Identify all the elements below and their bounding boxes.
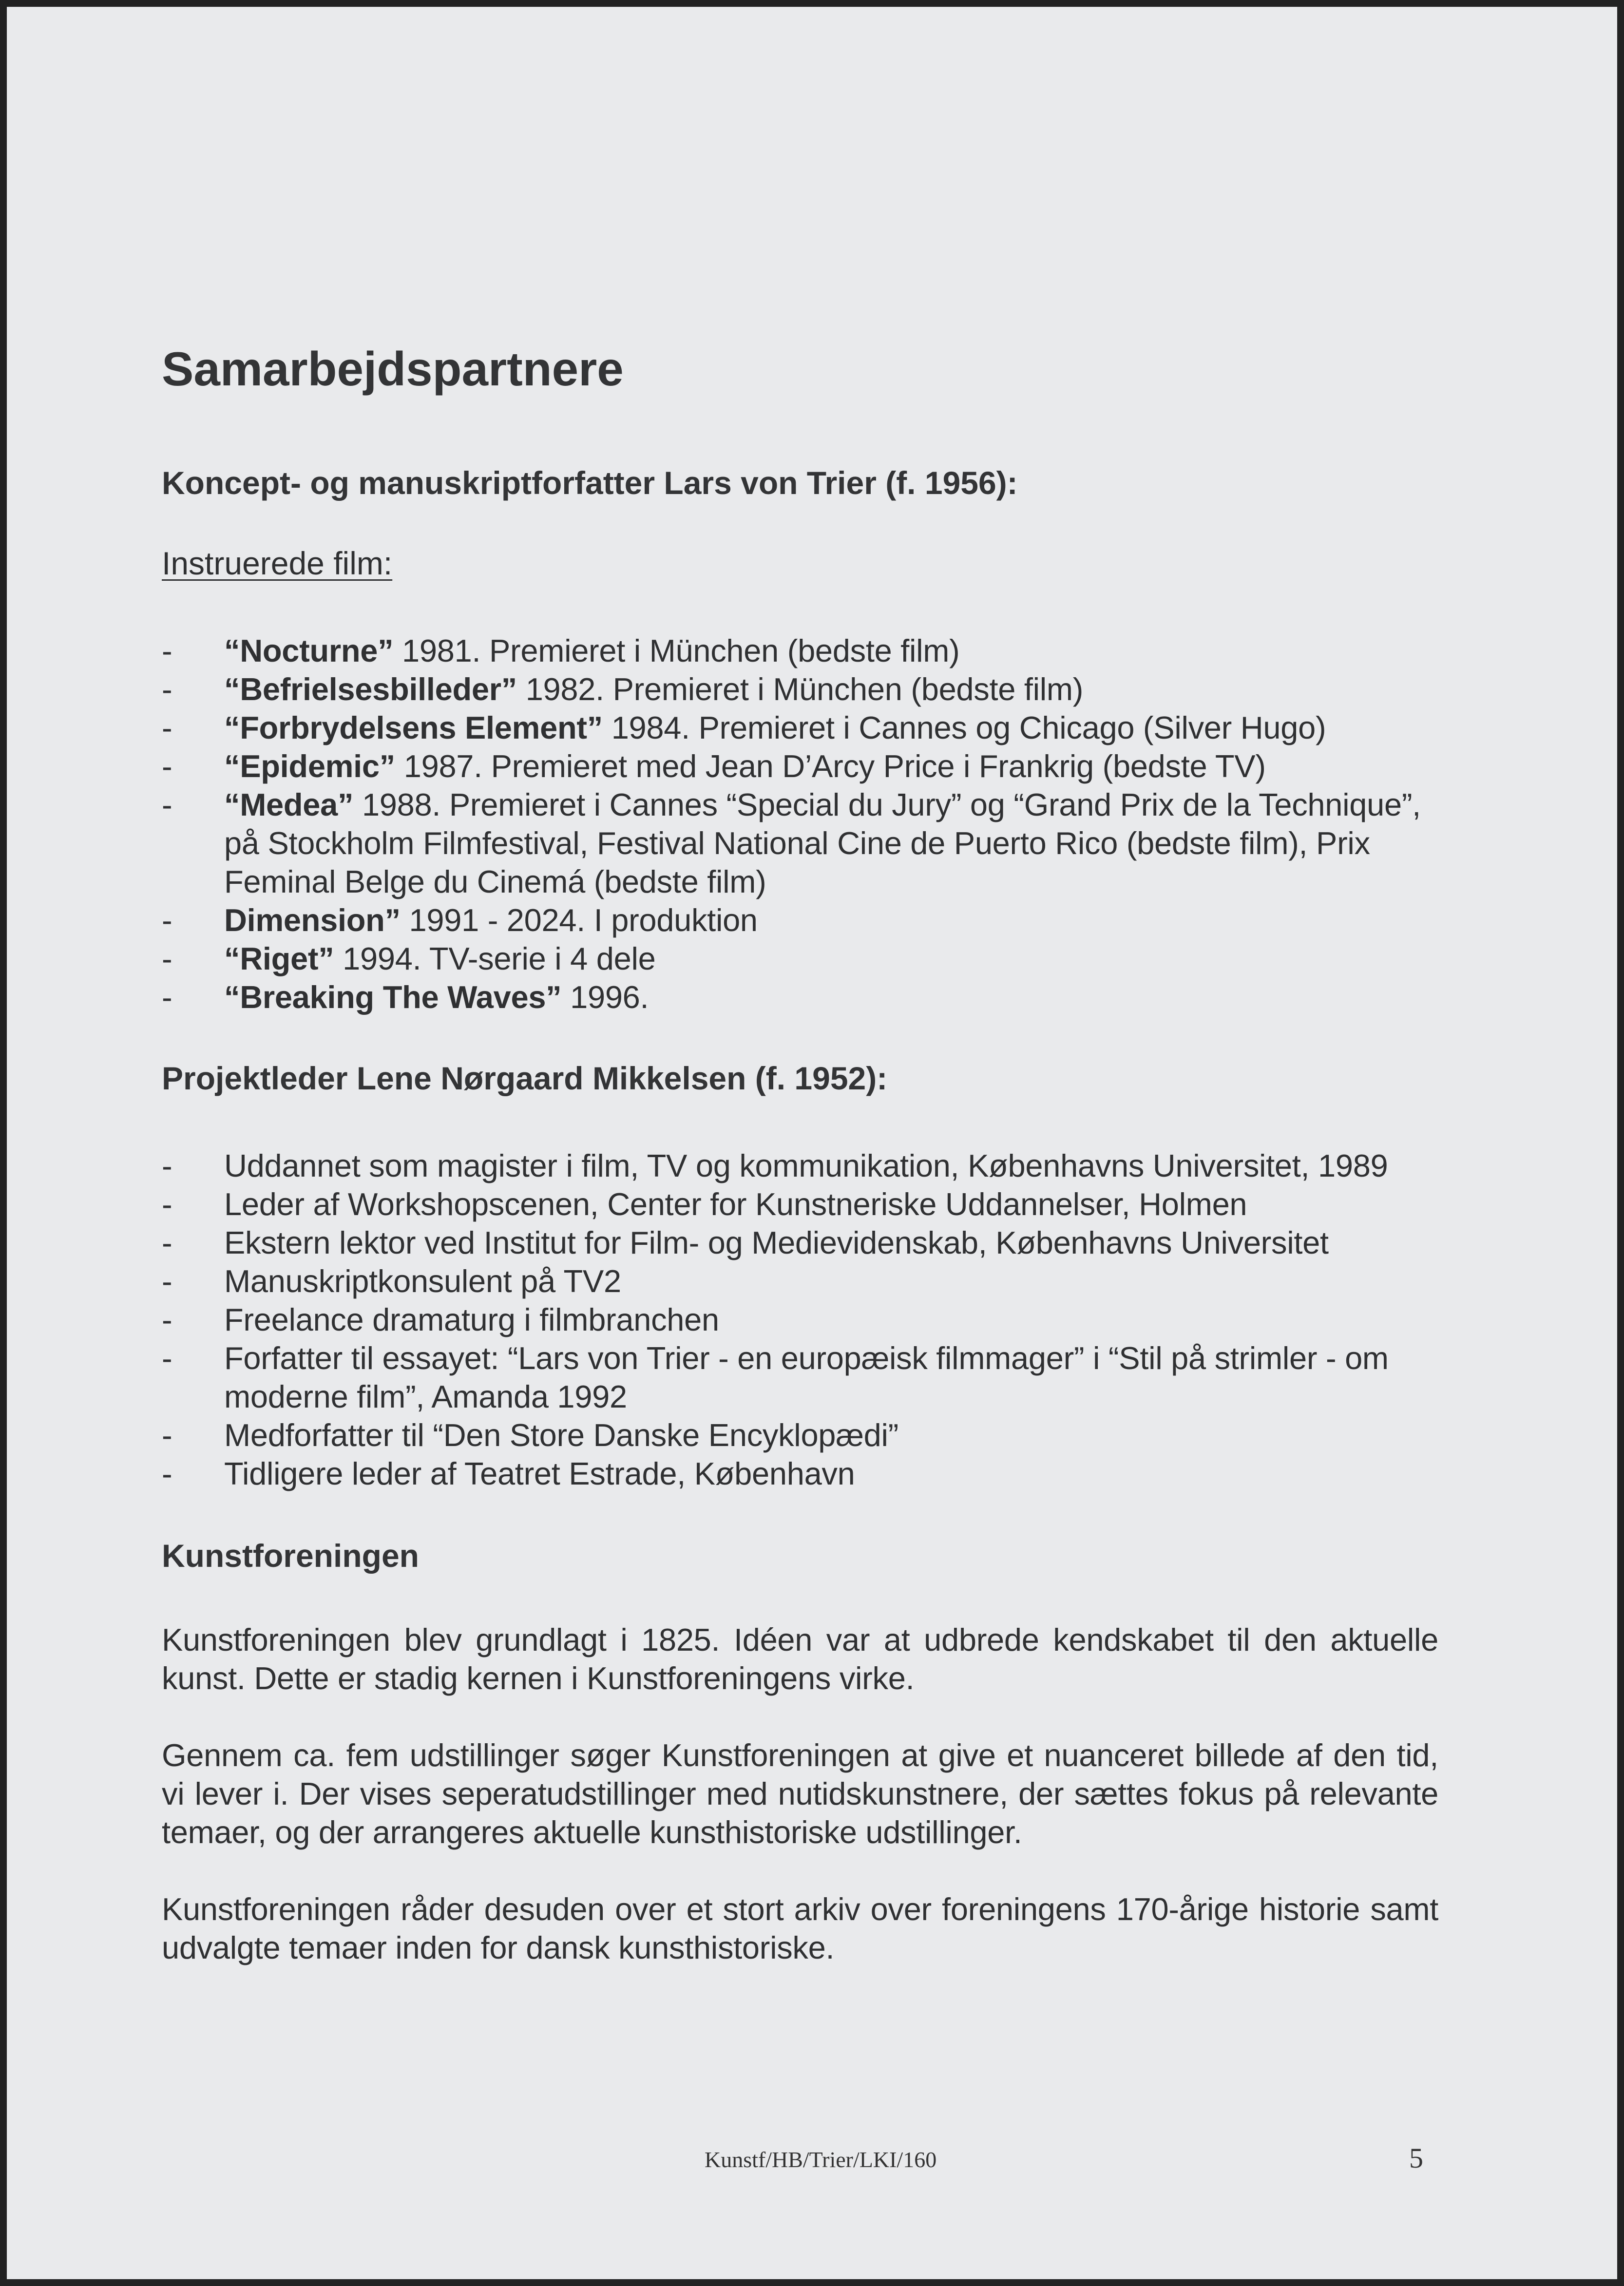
trier-heading: Koncept- og manuskriptforfatter Lars von Trier (f. 1956):	[162, 464, 1018, 501]
film-title: “Befrielsesbilleder”	[224, 671, 517, 707]
film-detail: 1982. Premieret i München (bedste film)	[516, 671, 1084, 707]
film-detail: 1996.	[561, 979, 649, 1015]
lene-credentials-list	[162, 1146, 1438, 1493]
lene-heading: Projektleder Lene Nørgaard Mikkelsen (f. 1952):	[162, 1060, 888, 1097]
film-title: “Breaking The Waves”	[224, 979, 562, 1015]
page-content	[162, 343, 1438, 1967]
film-title: Dimension”	[224, 902, 401, 938]
film-title: “Epidemic”	[224, 748, 395, 784]
film-item	[162, 631, 1438, 670]
page-title: Samarbejdspartnere	[162, 342, 624, 396]
footer-reference: Kunstf/HB/Trier/LKI/160	[705, 2147, 937, 2172]
film-detail: 1988. Premieret i Cannes “Special du Jury” og “Grand Prix de la Technique”, på Stockholm Filmfestival, Festival National Cine de Puerto Rico (bedste film), Prix Feminal Belge du Cinemá (bedste film)	[224, 787, 1421, 900]
film-item	[162, 901, 1438, 939]
film-item	[162, 939, 1438, 978]
paragraph: Kunstforeningen råder desuden over et stort arkiv over foreningens 170-årige historie samt udvalgte temaer inden for dansk kunsthistoriske.	[162, 1891, 1438, 1965]
films-list	[162, 631, 1438, 1016]
list-item: - Medforfatter til “Den Store Danske Encyklopædi”	[162, 1416, 1438, 1454]
list-item: - Forfatter til essayet: “Lars von Trier - en europæisk filmmager” i “Stil på strimler - om moderne film”, Amanda 1992	[162, 1339, 1438, 1416]
film-item	[162, 670, 1438, 708]
films-subheading: Instruerede film:	[162, 545, 393, 581]
list-item: - Leder af Workshopscenen, Center for Kunstneriske Uddannelser, Holmen	[162, 1185, 1438, 1223]
film-detail: 1984. Premieret i Cannes og Chicago (Silver Hugo)	[602, 710, 1326, 746]
film-title: “Nocturne”	[224, 633, 394, 669]
list-item: - Freelance dramaturg i filmbranchen	[162, 1300, 1438, 1339]
film-detail: 1991 - 2024. I produktion	[400, 902, 758, 938]
list-item: - Ekstern lektor ved Institut for Film- og Medievidenskab, Københavns Universitet	[162, 1223, 1438, 1262]
film-detail: 1981. Premieret i München (bedste film)	[393, 633, 960, 669]
list-item: - Tidligere leder af Teatret Estrade, København	[162, 1454, 1438, 1493]
film-item	[162, 708, 1438, 747]
film-title: “Riget”	[224, 941, 334, 977]
page-number: 5	[1409, 2142, 1423, 2174]
list-item: - Uddannet som magister i film, TV og kommunikation, Københavns Universitet, 1989	[162, 1146, 1438, 1185]
film-item	[162, 785, 1438, 901]
film-title: “Medea”	[224, 787, 354, 823]
paragraph: Gennem ca. fem udstillinger søger Kunstforeningen at give et nuanceret billede af den tid, vi lever i. Der vises seperatudstillinger med nutidskunstnere, der sættes fokus på relevante temaer, og der arrangeres aktuelle kunsthistoriske udstillinger.	[162, 1737, 1438, 1850]
film-item	[162, 978, 1438, 1016]
film-detail: 1987. Premieret med Jean D’Arcy Price i Frankrig (bedste TV)	[395, 748, 1266, 784]
film-detail: 1994. TV-serie i 4 dele	[334, 941, 656, 977]
kunstforeningen-heading: Kunstforeningen	[162, 1538, 419, 1574]
paragraph: Kunstforeningen blev grundlagt i 1825. Idéen var at udbrede kendskabet til den aktuelle kunst. Dette er stadig kernen i Kunstforeningens virke.	[162, 1621, 1438, 1696]
list-item: - Manuskriptkonsulent på TV2	[162, 1262, 1438, 1300]
film-title: “Forbrydelsens Element”	[224, 710, 603, 746]
film-item	[162, 747, 1438, 785]
